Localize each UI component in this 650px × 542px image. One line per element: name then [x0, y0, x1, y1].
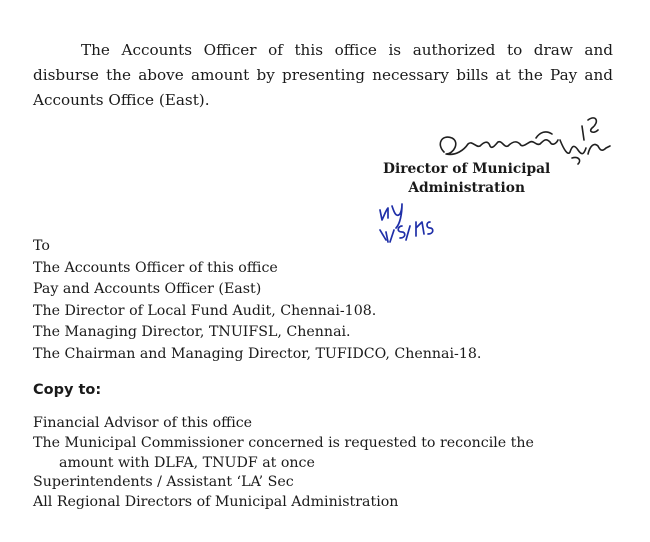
to-heading: To: [33, 238, 50, 254]
copy-item: The Municipal Commissioner concerned is requested to reconcile the: [33, 434, 534, 451]
to-section: [33, 236, 481, 366]
copy-item: Financial Advisor of this office: [33, 415, 253, 431]
recipient-line: Pay and Accounts Officer (East): [33, 281, 262, 298]
authorization-text: The Accounts Officer of this office is authorized to draw and disburse the above amount by presenting necessary bills at the Pay and Accounts Office (East).: [33, 41, 613, 109]
recipient-line: The Director of Local Fund Audit, Chennai-108.: [33, 302, 377, 319]
recipient-line: The Managing Director, TNUIFSL, Chennai.: [33, 324, 351, 341]
copy-item: Superintendents / Assistant ‘LA’ Sec: [33, 474, 294, 491]
signature-block: [383, 160, 550, 198]
copy-item: All Regional Directors of Municipal Administration: [33, 494, 399, 511]
recipient-line: The Accounts Officer of this office: [33, 259, 278, 276]
designation-line-1: Director of Municipal: [383, 161, 551, 177]
copy-to-heading: Copy to:: [33, 382, 102, 398]
copy-item-continuation: amount with DLFA, TNUDF at once: [59, 454, 315, 471]
recipient-line: The Chairman and Managing Director, TUFIDCO, Chennai-18.: [33, 345, 482, 362]
authorization-paragraph: [33, 38, 613, 113]
copy-to-list: [33, 414, 534, 513]
designation-line-2: Administration: [408, 180, 525, 196]
